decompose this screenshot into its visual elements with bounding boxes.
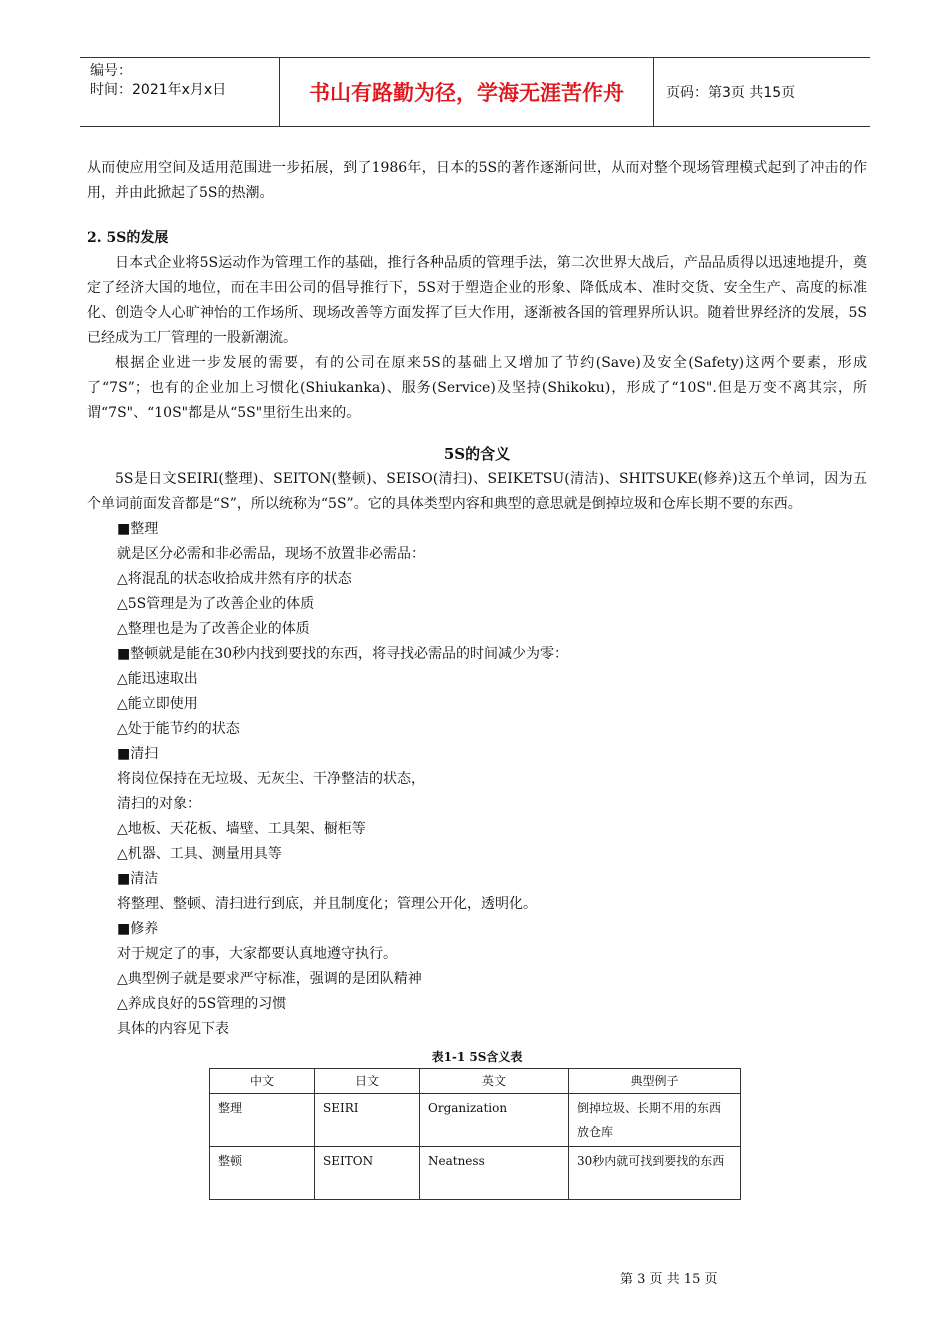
table-row <box>210 1094 741 1147</box>
table-cell: Neatness <box>420 1147 569 1200</box>
table-header-cell: 中文 <box>210 1069 315 1094</box>
table-header-cell: 典型例子 <box>569 1069 741 1094</box>
paragraph-7s-10s: 根据企业进一步发展的需要，有的公司在原来5S的基础上又增加了节约(Save)及安全(Safety)这两个要素，形成了“7S”；也有的企业加上习惯化(Shiukanka)、服务(Service)及坚持(Shikoku)，形成了“10S".但是万变不离其宗，所谓“7S"、“10S"都是从“5S"里衍生出来的。 <box>87 355 867 421</box>
header-motto: 书山有路勤为径，学海无涯苦作舟 <box>280 58 654 126</box>
heading-development: 2. 5S的发展 <box>87 230 169 246</box>
list-line: 对于规定了的事，大家都要认真地遵守执行。 <box>117 946 397 962</box>
list-line: △将混乱的状态收拾成井然有序的状态 <box>117 571 352 587</box>
table-header-row <box>210 1069 741 1094</box>
page-footer: 第 3 页 共 15 页 <box>620 1272 718 1287</box>
table-header-cell: 日文 <box>315 1069 420 1094</box>
document-time-label: 时间：2021年x月x日 <box>90 82 227 98</box>
list-line: △能迅速取出 <box>117 671 198 687</box>
document-body <box>87 156 867 1200</box>
list-line: 就是区分必需和非必需品，现场不放置非必需品： <box>117 546 425 562</box>
document-number-label: 编号： <box>90 63 132 79</box>
heading-meaning: 5S的含义 <box>443 445 511 463</box>
list-line: 将整理、整顿、清扫进行到底，并且制度化；管理公开化，透明化。 <box>117 896 537 912</box>
list-line: △5S管理是为了改善企业的体质 <box>117 596 315 612</box>
table-row <box>210 1147 741 1200</box>
paragraph-development: 日本式企业将5S运动作为管理工作的基础，推行各种品质的管理手法，第二次世界大战后，产品品质得以迅速地提升，奠定了经济大国的地位，而在丰田公司的倡导推行下，5S对于塑造企业的形象、降低成本、准时交货、安全生产、高度的标准化、创造令人心旷神怡的工作场所、现场改善等方面发挥了巨大作用，逐渐被各国的管理界所认识。随着世界经济的发展，5S已经成为工厂管理的一股新潮流。 <box>87 255 867 346</box>
list-line: △处于能节约的状态 <box>117 721 240 737</box>
paragraph-meaning: 5S是日文SEIRI(整理)、SEITON(整顿)、SEISO(清扫)、SEIKETSU(清洁)、SHITSUKE(修养)这五个单词，因为五个单词前面发音都是“S”，所以统称为“5S”。它的具体类型内容和典型的意思就是倒掉垃圾和仓库长期不要的东西。 <box>87 471 867 512</box>
page-header <box>80 57 870 127</box>
list-line: △整理也是为了改善企业的体质 <box>117 621 310 637</box>
list-line: 清扫的对象： <box>117 796 201 812</box>
table-caption: 表1-1 5S含义表 <box>431 1050 523 1064</box>
list-line: △能立即使用 <box>117 696 198 712</box>
list-line: 具体的内容见下表 <box>117 1021 229 1037</box>
list-line: △地板、天花板、墙壁、工具架、橱柜等 <box>117 821 366 837</box>
list-line: △机器、工具、测量用具等 <box>117 846 282 862</box>
list-line: ■整理 <box>117 521 159 537</box>
list-line: ■整顿就是能在30秒内找到要找的东西，将寻找必需品的时间减少为零： <box>117 646 569 662</box>
list-line: ■清扫 <box>117 746 159 762</box>
5s-meaning-table <box>209 1068 741 1200</box>
table-cell: SEITON <box>315 1147 420 1200</box>
list-line: ■清洁 <box>117 871 159 887</box>
list-line: △养成良好的5S管理的习惯 <box>117 996 287 1012</box>
table-cell: Organization <box>420 1094 569 1147</box>
table-cell: SEIRI <box>315 1094 420 1147</box>
header-meta <box>80 58 280 126</box>
header-page-label: 页码：第3页 共15页 <box>666 85 796 101</box>
list-line: ■修养 <box>117 921 159 937</box>
paragraph-intro: 从而使应用空间及适用范围进一步拓展，到了1986年，日本的5S的著作逐渐问世，从而对整个现场管理模式起到了冲击的作用，并由此掀起了5S的热潮。 <box>87 160 867 201</box>
table-cell: 30秒内就可找到要找的东西 <box>569 1147 741 1200</box>
table-cell: 整顿 <box>210 1147 315 1200</box>
table-header-cell: 英文 <box>420 1069 569 1094</box>
list-line: 将岗位保持在无垃圾、无灰尘、干净整洁的状态， <box>117 771 425 787</box>
table-cell: 整理 <box>210 1094 315 1147</box>
list-line: △典型例子就是要求严守标准，强调的是团队精神 <box>117 971 422 987</box>
table-cell: 倒掉垃圾、长期不用的东西放仓库 <box>569 1094 741 1147</box>
